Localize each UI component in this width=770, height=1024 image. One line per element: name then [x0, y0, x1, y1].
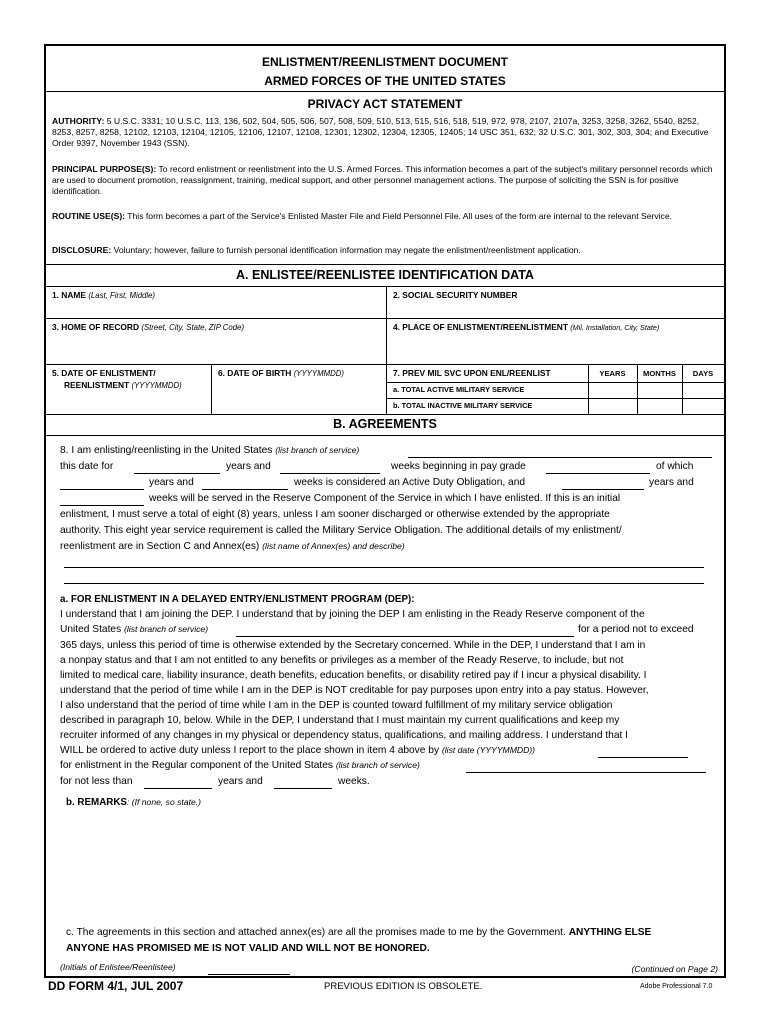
regular-branch-blank[interactable]	[466, 772, 706, 773]
dep-line5: limited to medical care, liability insurance, death benefits, education benefits, or disability retired pay if I incur a physical disability. I	[60, 670, 647, 681]
dep-weeks: weeks.	[338, 776, 370, 787]
para8-annex-hint: (list name of Annex(es) and describe)	[262, 541, 405, 551]
place-of-enlistment-field[interactable]	[387, 319, 724, 364]
branch-of-service-blank[interactable]	[408, 457, 712, 458]
dep-line9: recruiter informed of any changes in my physical or dependency status, qualifications, and mailing address. I understand that I	[60, 730, 628, 741]
dep-line4: a nonpay status and that I am not entitled to any benefits or privileges as a member of the Ready Reserve, to include, but not	[60, 655, 624, 666]
dep-line11	[60, 758, 420, 774]
purpose-text: To record enlistment or reenlistment into the U.S. Armed Forces. This information becomes a part of the subject's military personnel records which are used to document promotion, reassignment, training, medical support, and other personnel management actions. The purpose of soliciting the SSN is for positive identification.	[52, 164, 713, 196]
date-of-enlistment-field[interactable]	[46, 365, 211, 414]
privacy-title: PRIVACY ACT STATEMENT	[307, 97, 463, 111]
initials-label: (Initials of Enlistee/Reenlistee)	[60, 962, 176, 972]
software-credit: Adobe Professional 7.0	[640, 983, 713, 990]
dep-united-states: United States	[60, 624, 122, 635]
disclosure-label: DISCLOSURE:	[52, 245, 112, 255]
dep-weeks-blank[interactable]	[274, 788, 332, 789]
date-of-birth-field[interactable]	[212, 365, 386, 414]
agreement-line2: ANYONE HAS PROMISED ME IS NOT VALID AND WILL NOT BE HONORED.	[66, 943, 430, 954]
routine-label: ROUTINE USE(S):	[52, 211, 126, 221]
para8-active-duty: weeks is considered an Active Duty Obligation, and	[294, 477, 526, 488]
home-of-record-field[interactable]	[46, 319, 386, 364]
para8-line4: weeks will be served in the Reserve Component of the Service in which I have enlisted. If this is an initial	[149, 493, 621, 504]
report-date-blank[interactable]	[598, 757, 688, 758]
dep-not-less-than: for not less than	[60, 776, 133, 787]
para8-text-1: 8. I am enlisting/reenlisting in the United States	[60, 445, 273, 456]
form-number: DD FORM 4/1, JUL 2007	[48, 979, 184, 993]
name-field[interactable]	[46, 287, 386, 318]
dep-period: for a period not to exceed	[578, 624, 694, 635]
remarks-area[interactable]	[60, 812, 710, 918]
date-of-enlistment-label: 5. DATE OF ENLISTMENT/	[52, 368, 156, 378]
dep-regular-hint: (list branch of service)	[335, 760, 420, 770]
ssn-label: 2. SOCIAL SECURITY NUMBER	[393, 290, 518, 300]
dep-line10	[60, 743, 535, 759]
remarks-hint: : (If none, so state.)	[126, 797, 202, 807]
inactive-days-cell[interactable]	[683, 399, 724, 413]
authority-text: 5 U.S.C. 3331; 10 U.S.C. 113, 136, 502, 504, 505, 506, 507, 508, 509, 510, 513, 515, 516, 518, 519, 972, 978, 2107, 2107a, 3253, 3258, 3262, 5540, 8252, 8253, 8257, 8258, 12102, 12103, 12104, 12105, 12106, 12107, 12108, 12301, 12302, 12304, 12305, 12405; 14 USC 351, 632; 32 U.S.C. 301, 302, 303, 304; and Executive Order 9397, November 1943 (SSN).	[52, 116, 709, 148]
years-blank-3[interactable]	[562, 489, 644, 490]
obsolete-notice: PREVIOUS EDITION IS OBSOLETE.	[324, 981, 483, 992]
ssn-field[interactable]	[387, 287, 724, 318]
inactive-years-cell[interactable]	[589, 399, 637, 413]
initials-blank[interactable]	[208, 974, 290, 975]
weeks-blank-2[interactable]	[202, 489, 288, 490]
place-of-enlistment-hint: (Mil. Installation, City, State)	[570, 323, 660, 332]
dep-line1: I understand that I am joining the DEP. I understand that by joining the DEP I am enlisting in the Ready Reserve component of the	[60, 609, 645, 620]
authority-label: AUTHORITY:	[52, 116, 105, 126]
form-frame	[44, 44, 726, 978]
remarks-label-row	[66, 795, 201, 811]
disclosure-text: Voluntary; however, failure to furnish personal identification information may negate the enlistment/reenlistment application.	[113, 245, 581, 255]
months-column-header: MONTHS	[643, 369, 676, 378]
para8-years-and-2: years and	[149, 477, 194, 488]
dep-line2	[60, 622, 208, 638]
date-of-birth-hint: (YYYYMMDD)	[293, 369, 344, 378]
dep-line6: understand that the period of time while I am in the DEP is NOT creditable for pay purposes upon entry into a pay status. However,	[60, 685, 649, 696]
divider	[46, 91, 724, 92]
date-of-birth-label: 6. DATE OF BIRTH	[218, 368, 292, 378]
dep-line7: I also understand that the period of time while I am in the DEP is counted toward fulfillment of my military service obligation	[60, 700, 613, 711]
days-column-header: DAYS	[692, 369, 714, 378]
para8-annex-text: reenlistment are in Section C and Annex(es)	[60, 541, 260, 552]
para8-this-date: this date for	[60, 461, 114, 472]
form-title: ENLISTMENT/REENLISTMENT DOCUMENT	[262, 55, 508, 69]
date-of-enlistment-label-2: REENLISTMENT	[64, 380, 130, 390]
para8-years-and-3: years and	[649, 477, 694, 488]
prev-service-label: 7. PREV MIL SVC UPON ENL/REENLIST	[393, 368, 551, 378]
dep-date-hint: (list date (YYYYMMDD))	[441, 745, 535, 755]
disclosure-paragraph	[52, 245, 716, 256]
active-days-cell[interactable]	[683, 383, 724, 397]
remarks-label: b. REMARKS	[66, 797, 127, 808]
purpose-label: PRINCIPAL PURPOSE(S):	[52, 164, 157, 174]
para8-line5: enlistment, I must serve a total of eight (8) years, unless I am sooner discharged or otherwise extended by the appropriate	[60, 509, 610, 520]
dep-line3: 365 days, unless this period of time is otherwise extended by the Secretary concerned. While in the DEP, I understand that I am in	[60, 640, 646, 651]
total-active-service-label: a. TOTAL ACTIVE MILITARY SERVICE	[393, 385, 525, 394]
home-of-record-label: 3. HOME OF RECORD	[52, 322, 140, 332]
weeks-blank-1[interactable]	[280, 473, 380, 474]
section-b-title: B. AGREEMENTS	[333, 417, 437, 431]
dep-title: a. FOR ENLISTMENT IN A DELAYED ENTRY/ENLISTMENT PROGRAM (DEP):	[60, 594, 415, 605]
years-column-header: YEARS	[599, 369, 626, 378]
para8-line1	[60, 443, 359, 459]
name-label: 1. NAME	[52, 290, 86, 300]
routine-paragraph	[52, 211, 716, 222]
para8-of-which: of which	[656, 461, 694, 472]
para8-line7	[60, 539, 405, 555]
para8-weeks-pay-grade: weeks beginning in pay grade	[391, 461, 526, 472]
date-of-enlistment-hint: (YYYYMMDD)	[131, 381, 182, 390]
inactive-months-cell[interactable]	[638, 399, 682, 413]
years-blank-1[interactable]	[134, 473, 220, 474]
dep-branch-hint: (list branch of service)	[124, 624, 209, 634]
routine-text: This form becomes a part of the Service's Enlisted Master File and Field Personnel File. All uses of the form are internal to the relevant Service.	[127, 211, 673, 221]
agreement-line1	[66, 925, 651, 941]
weeks-blank-3[interactable]	[60, 505, 144, 506]
active-years-cell[interactable]	[589, 383, 637, 397]
para8-branch-hint: (list branch of service)	[275, 445, 360, 455]
dep-line8: described in paragraph 10, below. While in the DEP, I understand that I must maintain my current qualifications and keep my	[60, 715, 620, 726]
place-of-enlistment-label: 4. PLACE OF ENLISTMENT/REENLISTMENT	[393, 322, 568, 332]
form-subtitle: ARMED FORCES OF THE UNITED STATES	[264, 74, 506, 88]
dep-regular-text: for enlistment in the Regular component of the United States	[60, 760, 333, 771]
dep-years-and: years and	[218, 776, 263, 787]
dep-report-text: WILL be ordered to active duty unless I report to the place shown in item 4 above by	[60, 745, 440, 756]
dep-branch-blank[interactable]	[236, 636, 574, 637]
agreement-bold: ANYTHING ELSE	[568, 927, 652, 938]
continued-note: (Continued on Page 2)	[631, 964, 718, 974]
name-hint: (Last, First, Middle)	[88, 291, 156, 300]
dep-years-blank[interactable]	[144, 788, 212, 789]
active-months-cell[interactable]	[638, 383, 682, 397]
total-inactive-service-label: b. TOTAL INACTIVE MILITARY SERVICE	[393, 401, 533, 410]
pay-grade-blank[interactable]	[546, 473, 650, 474]
para8-years-and: years and	[226, 461, 271, 472]
para8-line6: authority. This eight year service requirement is called the Military Service Obligation. The additional details of my enlistment/	[60, 525, 622, 536]
agreement-text: c. The agreements in this section and attached annex(es) are all the promises made to me by the Government.	[66, 927, 566, 938]
annex-blank-2[interactable]	[64, 583, 704, 584]
home-of-record-hint: (Street, City, State, ZIP Code)	[141, 323, 245, 332]
section-a-title: A. ENLISTEE/REENLISTEE IDENTIFICATION DATA	[236, 268, 534, 282]
authority-paragraph	[52, 116, 716, 149]
purpose-paragraph	[52, 164, 716, 197]
years-blank-2[interactable]	[60, 489, 144, 490]
annex-blank-1[interactable]	[64, 567, 704, 568]
